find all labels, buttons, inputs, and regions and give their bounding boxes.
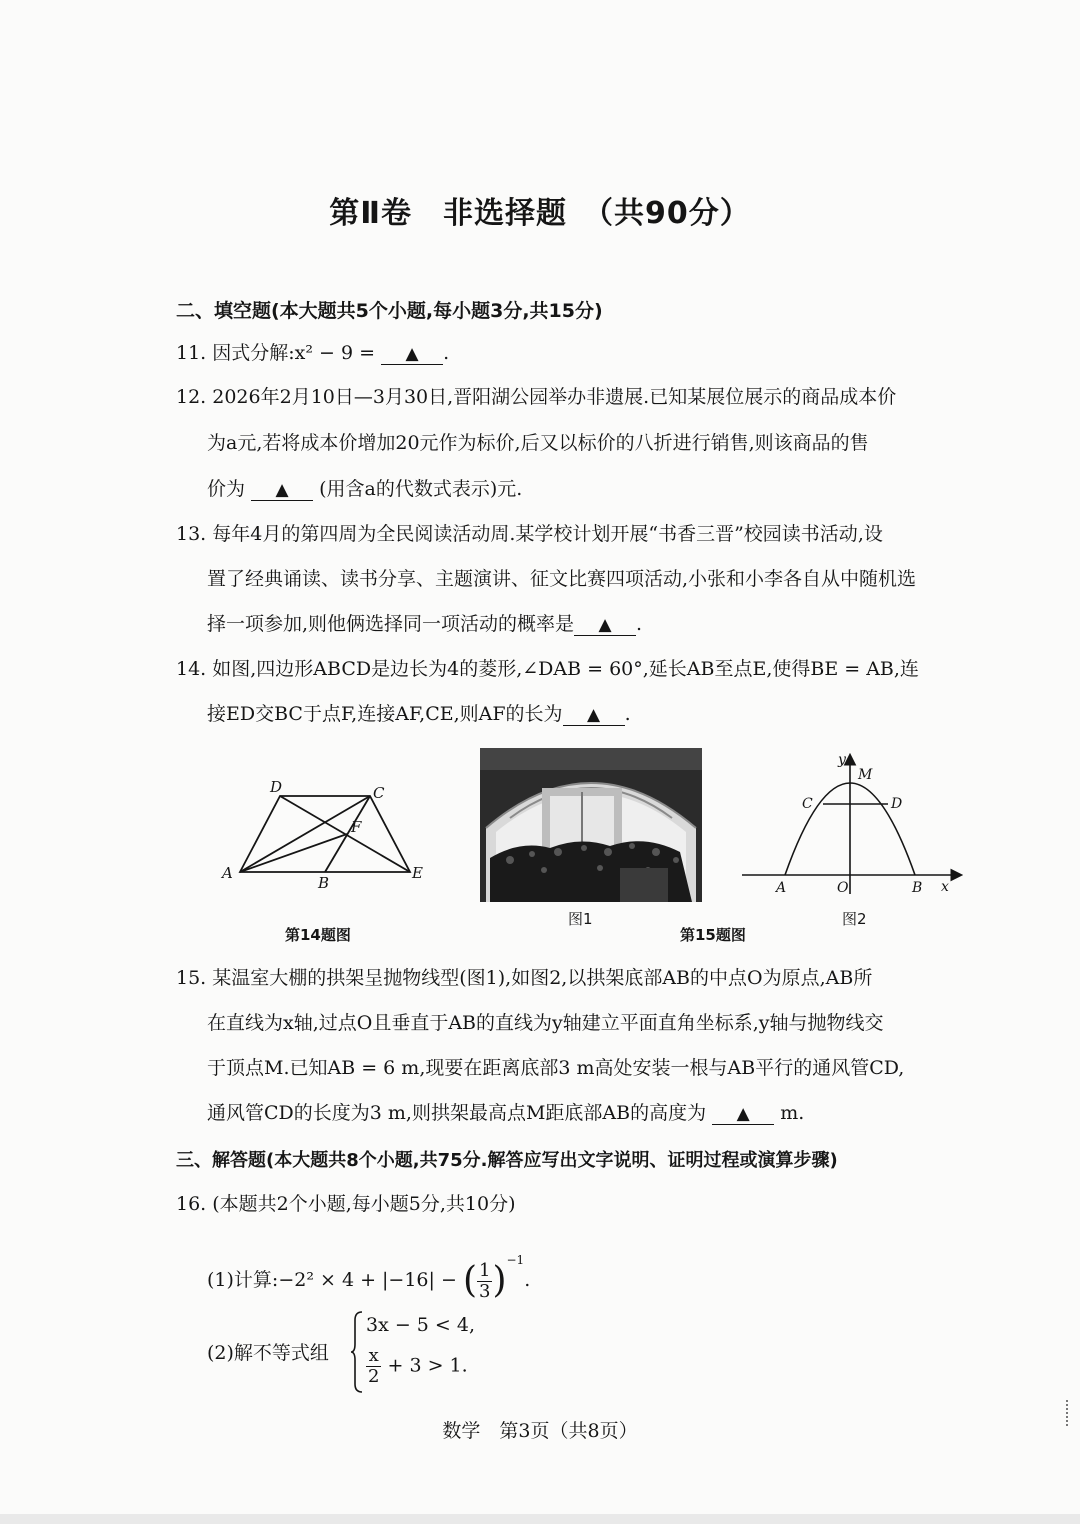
q11-text: 11. 因式分解:x² − 9 =: [176, 342, 376, 364]
ineq2-rest: + 3 > 1.: [387, 1354, 468, 1377]
fig2-caption: 图2: [842, 910, 867, 928]
q16-intro: 16. (本题共2个小题,每小题5分,共10分): [176, 1193, 516, 1215]
q16-part1-tail: .: [524, 1269, 531, 1291]
q12-line2: 为a元,若将成本价增加20元作为标价,后又以标价的八折进行销售,则该商品的售: [207, 432, 869, 454]
q15-tail: m.: [780, 1102, 805, 1124]
q12-line3-pre: 价为: [207, 478, 246, 500]
fig15-caption: 第15题图: [680, 926, 746, 944]
q13-answer-blank[interactable]: ▲: [574, 615, 636, 636]
q12-answer-blank[interactable]: ▲: [251, 480, 313, 501]
q11-answer-blank[interactable]: ▲: [381, 344, 443, 365]
q12-line3-post: (用含a的代数式表示)元.: [319, 478, 523, 500]
frac-numerator: 1: [478, 1259, 491, 1281]
fig2-label-m: M: [858, 767, 873, 783]
question-11: [176, 340, 449, 366]
q14-tail: .: [624, 703, 631, 725]
q14-line1: 14. 如图,四边形ABCD是边长为4的菱形,∠DAB = 60°,延长AB至点E,使得BE = AB,连: [176, 658, 919, 680]
q16-part1-pre: (1)计算:−2² × 4 + |−16| −: [207, 1269, 457, 1291]
fig2-label-b: B: [912, 880, 923, 896]
q14-line2: [207, 701, 631, 727]
fig2-label-a: A: [776, 880, 787, 896]
q15-line3: 于顶点M.已知AB = 6 m,现要在距离底部3 m高处安装一根与AB平行的通风管CD,: [207, 1057, 905, 1079]
fig14-label-f: F: [351, 818, 362, 836]
q13-line3: [207, 611, 642, 637]
q15-answer-blank[interactable]: ▲: [712, 1104, 774, 1125]
section2-heading: 二、填空题(本大题共5个小题,每小题3分,共15分): [176, 300, 603, 322]
section3-heading: 三、解答题(本大题共8个小题,共75分.解答应写出文字说明、证明过程或演算步骤): [176, 1150, 838, 1171]
q16-ineq2-fraction: [366, 1346, 381, 1387]
brace-icon: [350, 1310, 364, 1394]
fig2-label-c: C: [802, 796, 813, 812]
q15-line4: [207, 1100, 804, 1126]
figure-14-rhombus: [210, 770, 440, 895]
fig14-caption: 第14题图: [285, 926, 351, 944]
fig14-label-b: B: [318, 874, 330, 892]
page-title: 第Ⅱ卷 非选择题 （共90分）: [329, 196, 751, 231]
q16-exponent: −1: [506, 1253, 525, 1267]
q14-line2-pre: 接ED交BC于点F,连接AF,CE,则AF的长为: [207, 703, 563, 725]
fig14-label-e: E: [412, 864, 423, 882]
q14-answer-blank[interactable]: ▲: [563, 705, 625, 726]
ineq2-denominator: 2: [368, 1366, 380, 1387]
q13-line3-pre: 择一项参加,则他俩选择同一项活动的概率是: [207, 613, 575, 635]
fig1-caption: 图1: [568, 910, 593, 928]
q11-tail: .: [443, 342, 450, 364]
fig14-label-d: D: [270, 778, 283, 796]
q16-fraction: [477, 1261, 492, 1302]
figure-2-parabola: [738, 748, 968, 898]
q15-line1: 15. 某温室大棚的拱架呈抛物线型(图1),如图2,以拱架底部AB的中点O为原点,AB所: [176, 967, 873, 989]
figure-15-greenhouse-photo: [480, 748, 702, 902]
q15-line4-pre: 通风管CD的长度为3 m,则拱架最高点M距底部AB的高度为: [207, 1102, 707, 1124]
q16-inequality-1: 3x − 5 < 4,: [366, 1314, 476, 1336]
q15-line2: 在直线为x轴,过点O且垂直于AB的直线为y轴建立平面直角坐标系,y轴与抛物线交: [207, 1012, 884, 1034]
q13-line2: 置了经典诵读、读书分享、主题演讲、征文比赛四项活动,小张和小李各自从中随机选: [207, 568, 917, 590]
fig14-label-a: A: [222, 864, 233, 882]
frac-denominator: 3: [478, 1280, 491, 1302]
paren-right: ): [492, 1260, 507, 1301]
ineq2-numerator: x: [366, 1346, 381, 1367]
scan-artifact-mark: [1066, 1400, 1070, 1426]
fig14-outline: [240, 796, 410, 872]
paren-left: (: [462, 1260, 477, 1301]
q16-part2-label: (2)解不等式组: [207, 1342, 329, 1364]
q12-line1: 12. 2026年2月10日—3月30日,晋阳湖公园举办非遗展.已知某展位展示的商品成本价: [176, 386, 897, 408]
fig2-label-y: y: [838, 752, 846, 768]
q13-tail: .: [636, 613, 643, 635]
page-footer: 数学 第3页（共8页）: [442, 1420, 638, 1442]
q16-part1: [207, 1240, 530, 1302]
fig2-label-o: O: [837, 880, 849, 896]
fig2-label-d: D: [891, 796, 903, 812]
q16-inequality-2: [366, 1346, 468, 1387]
scan-bottom-edge: [0, 1514, 1080, 1524]
fig14-label-c: C: [373, 784, 385, 802]
q12-line3: [207, 476, 522, 502]
fig2-label-x: x: [941, 879, 949, 895]
fig14-segment-bc: [325, 796, 370, 872]
q13-line1: 13. 每年4月的第四周为全民阅读活动周.某学校计划开展“书香三晋”校园读书活动,设: [176, 523, 883, 545]
